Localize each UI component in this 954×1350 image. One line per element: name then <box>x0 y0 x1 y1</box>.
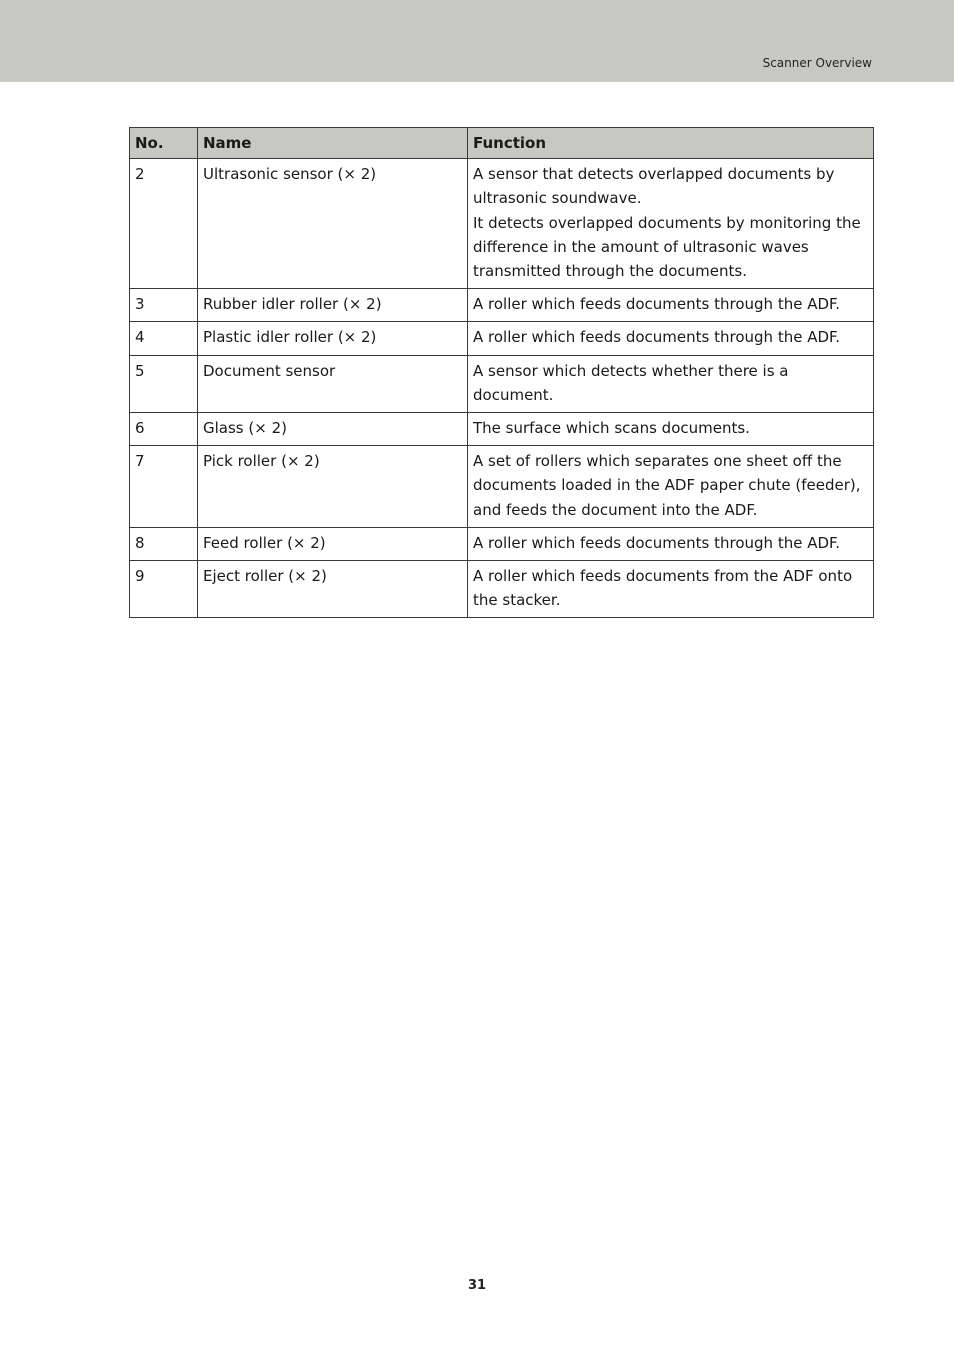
table-row <box>130 322 874 355</box>
column-header-name: Name <box>198 128 468 159</box>
cell-name: Eject roller (× 2) <box>198 561 468 618</box>
table-row <box>130 446 874 528</box>
cell-no: 9 <box>130 561 198 618</box>
table-row <box>130 289 874 322</box>
cell-function <box>468 289 874 322</box>
page-number: 31 <box>467 1278 487 1293</box>
cell-name: Ultrasonic sensor (× 2) <box>198 159 468 289</box>
cell-function <box>468 355 874 412</box>
cell-no: 2 <box>130 159 198 289</box>
function-text: A roller which feeds documents through the ADF. <box>473 328 841 347</box>
cell-function <box>468 446 874 528</box>
cell-name: Pick roller (× 2) <box>198 446 468 528</box>
table-row <box>130 159 874 289</box>
cell-function <box>468 322 874 355</box>
column-header-no: No. <box>130 128 198 159</box>
function-text: A sensor that detects overlapped documents by ultrasonic soundwave. <box>473 165 835 208</box>
table-header-row <box>130 128 874 159</box>
cell-function <box>468 159 874 289</box>
function-text: The surface which scans documents. <box>473 419 750 438</box>
cell-function <box>468 527 874 560</box>
cell-name: Glass (× 2) <box>198 413 468 446</box>
function-text: A roller which feeds documents through the ADF. <box>473 533 841 552</box>
section-title: Scanner Overview <box>762 56 872 70</box>
parts-table <box>129 127 874 618</box>
function-text: It detects overlapped documents by monitoring the difference in the amount of ultrasonic waves transmitted through the documents. <box>473 213 861 281</box>
function-text: A sensor which detects whether there is a document. <box>473 361 789 404</box>
cell-function <box>468 413 874 446</box>
table-row <box>130 561 874 618</box>
cell-no: 3 <box>130 289 198 322</box>
function-text: A roller which feeds documents through the ADF. <box>473 295 841 314</box>
cell-no: 5 <box>130 355 198 412</box>
cell-name: Rubber idler roller (× 2) <box>198 289 468 322</box>
cell-no: 6 <box>130 413 198 446</box>
cell-function <box>468 561 874 618</box>
cell-no: 7 <box>130 446 198 528</box>
cell-name: Document sensor <box>198 355 468 412</box>
cell-name: Feed roller (× 2) <box>198 527 468 560</box>
column-header-function: Function <box>468 128 874 159</box>
function-text: A set of rollers which separates one sheet off the documents loaded in the ADF paper chute (feeder), and feeds the document into the ADF. <box>473 452 861 519</box>
table-row <box>130 413 874 446</box>
cell-no: 4 <box>130 322 198 355</box>
cell-no: 8 <box>130 527 198 560</box>
table-row <box>130 527 874 560</box>
function-text: A roller which feeds documents from the ADF onto the stacker. <box>473 567 853 610</box>
cell-name: Plastic idler roller (× 2) <box>198 322 468 355</box>
table-row <box>130 355 874 412</box>
